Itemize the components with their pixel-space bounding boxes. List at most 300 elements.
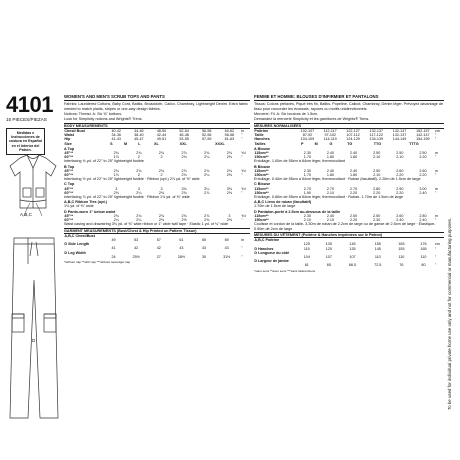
yardage-table — [254, 151, 444, 159]
table-cell: 1.80 — [326, 155, 335, 160]
table-cell: 76 — [399, 263, 404, 268]
table-cell: 176 — [420, 242, 427, 247]
table-cell: 2.30 — [303, 213, 311, 218]
table-cell: 69 — [224, 238, 229, 243]
french-look-for: Demandez la mercerie Simplicity et les garnitures de Wrights® Trims. — [254, 117, 370, 122]
notions-note: Interfacing ⅜ yd. of 22" to 25" lightweight fusible — [64, 159, 144, 164]
table-cell: 124-129 — [346, 137, 360, 142]
table-cell: In — [241, 129, 245, 134]
row-label: Hip — [64, 137, 71, 142]
table-cell: 87-92 — [302, 133, 313, 138]
table-cell: 41 — [111, 246, 116, 251]
table-cell: 2⅝ — [226, 190, 232, 195]
table-cell: 3 — [137, 186, 140, 191]
table-cell: " — [241, 137, 243, 142]
table-cell: 53 — [134, 238, 139, 243]
row-label: 60"** — [64, 155, 74, 160]
table-cell: 3 — [160, 186, 163, 191]
table-cell: 2¾ — [204, 168, 210, 173]
french-fabrics: Tissus: Cotons prélavés, Piqué très fin, Batiks, Popeline, Calicot, Chambray, Denim léger. Prévoyez davantage de tissu pour raccorder les écossais, rayures ou motifs unidirectionnels. — [254, 102, 444, 111]
table-cell: 2.50 — [396, 151, 404, 156]
table-cell: 122-127 — [346, 129, 360, 134]
table-cell: 1.70 — [303, 155, 311, 160]
table-cell: 97-102 — [324, 133, 336, 138]
size-cell: TTG — [373, 141, 382, 146]
notions-note: 1⅛ yd. of ⅝" wide — [64, 204, 94, 209]
table-cell: 142-147 — [416, 133, 430, 138]
table-cell: " — [241, 155, 243, 160]
size-cell: XXXL — [215, 141, 225, 146]
row-label: A,B,C Poitrine — [254, 238, 280, 243]
row-label: Waist — [64, 133, 75, 138]
table-cell: 2.10 — [326, 190, 335, 195]
yardage-table — [64, 151, 250, 159]
table-cell: 72.5 — [374, 263, 382, 268]
table-cell: cm — [434, 129, 440, 134]
table-cell: 115 — [303, 246, 310, 251]
table-cell: 60-62 — [224, 129, 235, 134]
table-cell: 2.20 — [396, 173, 404, 177]
yardage-table — [64, 187, 250, 195]
view-heading: A,B,C Liens de ruban (facultatif) — [254, 200, 312, 205]
table-cell: 144-149 — [392, 137, 407, 142]
table-cell: In — [241, 238, 245, 243]
row-label: 60"** — [64, 173, 74, 177]
table-cell: 2.60 — [419, 168, 427, 173]
table-cell: 44-46 — [134, 129, 144, 134]
table-cell: 107 — [349, 254, 356, 259]
view-heading: C Blouse — [254, 182, 271, 187]
table-cell: 2.40 — [419, 190, 427, 195]
table-cell: 2¾ — [136, 213, 142, 218]
table-cell: 24 — [111, 254, 116, 259]
table-cell: 46-48 — [179, 133, 189, 138]
yardage-table — [254, 187, 444, 195]
table-cell: 117-122 — [369, 133, 383, 138]
size-cell: TG — [347, 141, 353, 146]
table-cell: 3¼ — [204, 186, 210, 191]
row-label: 115cm** — [254, 151, 269, 156]
table-cell: 2⅝ — [204, 218, 210, 223]
size-cell: G — [329, 141, 333, 146]
table-cell: " — [434, 173, 437, 177]
table-cell: 61 — [304, 263, 309, 268]
table-cell: 102-107 — [300, 129, 315, 134]
table-cell: 3 — [228, 213, 231, 218]
row-label: Taille — [254, 133, 264, 138]
table-cell: 142-147 — [392, 129, 407, 134]
table-cell: m — [434, 213, 438, 218]
view-heading: D Pantalon-porté à 2.5cm au-dessous de la taille — [254, 209, 341, 214]
english-yardage — [64, 147, 250, 227]
table-cell: 2¼ — [204, 173, 210, 177]
french-title: FEMME ET HOMME: BLOUSES D'INFIRMIER ET PANTALONS — [254, 95, 444, 101]
table-cell: 2¾ — [204, 151, 210, 156]
size-row — [64, 142, 250, 146]
french-size-row — [254, 142, 444, 146]
table-cell: 145 — [374, 246, 381, 251]
table-cell: 152-157 — [416, 129, 430, 134]
english-footnote: *without nap **with nap ***without selvedge/ nap — [64, 260, 131, 265]
table-cell: 2¾ — [113, 151, 119, 156]
table-cell: 112-117 — [323, 129, 337, 134]
table-cell: 3⅛ — [181, 186, 187, 191]
table-cell: 154-159 — [416, 137, 430, 142]
table-cell: 2¾ — [113, 168, 119, 173]
table-cell: 2¾ — [158, 213, 165, 218]
row-label: 115cm** — [254, 213, 269, 218]
table-cell: 2⅛ — [181, 173, 187, 177]
english-garment-table — [64, 234, 250, 259]
table-cell: 2.80 — [419, 213, 427, 218]
table-cell: 2.10 — [326, 218, 335, 223]
row-label: 45"** — [64, 186, 74, 191]
table-cell: 2.70 — [303, 186, 311, 191]
row-label: 45"** — [64, 168, 74, 173]
table-cell: 132-137 — [369, 129, 384, 134]
size-cell: XXL — [179, 141, 187, 146]
table-cell: 42 — [156, 246, 161, 251]
table-cell: " — [434, 190, 437, 195]
row-label: 45"** — [64, 151, 74, 156]
table-cell: 2¾ — [136, 151, 142, 156]
row-label: D Side Length — [64, 242, 90, 247]
table-cell: 2.40 — [396, 218, 404, 223]
size-cell: S — [110, 141, 113, 146]
table-cell: 27 — [156, 254, 161, 259]
table-cell: 49-51 — [156, 137, 167, 142]
table-cell: 2¾ — [181, 213, 187, 218]
row-label: 115cm** — [254, 186, 269, 191]
size-cell: L — [138, 141, 141, 146]
table-cell: " — [434, 246, 437, 251]
table-cell: 40-42 — [111, 129, 121, 134]
table-cell: 135 — [325, 242, 332, 247]
table-cell: 2 — [137, 173, 140, 177]
table-cell: 43 — [224, 246, 229, 251]
english-garment-head: GARMENT MEASUREMENTS (Bust/Chest & Hip Printed on Pattern Tissue) — [64, 228, 250, 234]
table-cell: 2.90 — [396, 186, 404, 191]
english-body-table — [64, 129, 250, 141]
table-cell: 132-137 — [392, 133, 407, 138]
row-label: D Largeur de jambe — [254, 259, 289, 263]
table-cell: 2 — [137, 155, 140, 160]
table-cell: 30 — [201, 254, 207, 259]
row-label: 45"** — [64, 213, 74, 218]
table-cell: 42 — [134, 246, 139, 251]
table-cell: 2.30 — [303, 168, 311, 173]
row-label: 150cm** — [254, 155, 269, 160]
table-cell: 2.40 — [326, 151, 335, 156]
table-cell: 2.20 — [373, 190, 381, 195]
table-cell: 104 — [303, 254, 310, 259]
table-cell: 2¾ — [158, 151, 165, 156]
table-cell: 42-44 — [156, 133, 167, 138]
table-cell: 68.5 — [348, 263, 357, 268]
table-cell: 2¾ — [226, 168, 232, 173]
unit-spacer — [435, 142, 445, 146]
table-cell: " — [434, 133, 437, 138]
table-cell: " — [241, 133, 243, 138]
table-cell: 41-43 — [111, 137, 121, 142]
table-cell: 2¼ — [204, 155, 210, 160]
row-label: 150cm** — [254, 173, 269, 177]
table-cell: 125 — [325, 246, 332, 251]
row-label: 150cm** — [254, 190, 269, 195]
notions-note: Entoilage- 1.00m de 55cm à 64cm léger, thermocollant — [254, 159, 345, 164]
table-cell: 2.20 — [419, 155, 427, 160]
table-cell: " — [241, 190, 243, 195]
table-cell: 2.30 — [373, 218, 381, 223]
table-cell: 38-40 — [134, 133, 144, 138]
view-heading: A Blouse — [254, 146, 271, 151]
table-cell: 3.00 — [419, 186, 427, 191]
table-cell: 145 — [349, 242, 356, 247]
size-row — [254, 142, 444, 146]
table-cell: 52-54 — [179, 129, 189, 134]
notions-note: 1.70m de 1.5cm de large — [254, 204, 296, 209]
view-heading: C Top — [64, 182, 75, 187]
pattern-number: 4101 — [6, 92, 53, 117]
pants-view-label: D — [32, 338, 36, 343]
table-cell: 1.80 — [349, 173, 358, 177]
table-cell: 2.70 — [349, 186, 358, 191]
table-cell: 2 — [160, 173, 163, 177]
table-cell: 2.40 — [326, 213, 335, 218]
row-label: Poitrine — [254, 129, 269, 134]
table-cell: 2.50 — [419, 151, 427, 156]
table-cell: cm — [434, 242, 440, 247]
table-cell: 1.80 — [349, 155, 358, 160]
table-cell: 2.40 — [326, 168, 335, 173]
table-cell: 3⅜ — [226, 186, 232, 191]
english-title: WOMEN'S AND MEN'S SCRUB TOPS AND PANTS — [64, 95, 250, 101]
yardage-table — [254, 169, 444, 177]
table-cell: 134-139 — [369, 137, 384, 142]
table-cell: 2.60 — [396, 168, 404, 173]
table-cell: " — [241, 218, 243, 223]
table-cell: 107 — [325, 254, 332, 259]
scrub-top-illustration — [4, 150, 62, 222]
table-cell: 155 — [398, 246, 405, 251]
row-label — [64, 255, 105, 259]
row-label: A,B,C Chest/Bust — [64, 233, 95, 238]
table-cell: 2⅛ — [181, 155, 187, 160]
table-cell: 80 — [421, 263, 426, 268]
size-cell: M — [124, 141, 128, 146]
table-cell: 2⅝ — [226, 218, 232, 223]
table-cell: Yd — [241, 186, 246, 191]
table-cell: 165 — [398, 242, 405, 247]
table-cell: 2 — [160, 155, 163, 160]
french-yardage — [254, 147, 444, 231]
table-cell: 57-59 — [202, 137, 212, 142]
english-notions: Notions: Thread. A: Six ⅝" buttons. — [64, 112, 123, 117]
table-cell: Yd — [241, 213, 246, 218]
table-cell: 56-58 — [224, 133, 235, 138]
notions-note: Entoilage- 0.40m de 55cm à 64cm léger, thermocollant · Ruban (facultatif)- 2.20m de 1.5cm de large — [254, 177, 421, 182]
table-cell: 2.50 — [349, 213, 358, 218]
french-garment-head: MESURES DU VÊTEMENT (Poitrine & Hanches imprimées sur le Patron) — [254, 232, 444, 238]
table-cell: 52-56 — [202, 133, 212, 138]
size-cell: Tailles — [254, 141, 266, 146]
row-label: 150cm** — [254, 218, 269, 223]
table-cell: 2¾ — [113, 213, 119, 218]
row-label: D Leg Width — [64, 250, 86, 255]
table-cell: 2.20 — [419, 173, 427, 177]
table-row — [254, 263, 444, 267]
notions-note: Interfacing ⅞ yd. of 22" to 25" lightweight fusible · Ribbon 1¾ yd. of ⅝" wide — [64, 194, 190, 199]
table-cell: 2.40 — [349, 151, 358, 156]
row-label: D Longueur du côté — [254, 250, 290, 255]
spanish-note-box: Medidas e Instrucciones de costura en Español en el Interior del Patrón. — [6, 128, 45, 155]
table-cell: 2¼ — [113, 218, 119, 223]
table-cell: " — [434, 137, 437, 142]
scrub-pants-illustration — [6, 234, 62, 422]
table-cell: " — [241, 246, 243, 251]
view-heading: A,B,C Ribbon Ties (opt.) — [64, 200, 108, 205]
table-cell: 2.50 — [373, 168, 381, 173]
table-cell: Yd — [241, 168, 246, 173]
table-cell: 2⅜ — [226, 155, 232, 160]
table-cell: 2.40 — [419, 218, 427, 223]
table-cell: 2.50 — [373, 213, 381, 218]
table-cell: 110 — [398, 254, 405, 259]
usage-notice-text: To be used for individual private home use only and not for commercial or manufacturing purposes. — [447, 217, 452, 410]
table-cell: 61 — [179, 238, 184, 243]
table-cell: 2¾ — [136, 168, 142, 173]
notions-note: Waist casing and drawstring 3⅛ yd. of ⅝" wide ribbon or 1" wide twill tape · Elastic 1 yd. of ¾" wide — [64, 222, 229, 227]
table-cell: 43 — [201, 246, 207, 251]
table-cell: 2.20 — [349, 190, 358, 195]
row-label: D Hanches — [254, 246, 274, 251]
view-heading: B Blouse — [254, 164, 271, 169]
table-cell: 43 — [179, 246, 184, 251]
yardage-table — [64, 169, 250, 177]
table-cell: 104-109 — [300, 137, 315, 142]
table-cell: Yd — [241, 151, 246, 156]
view-heading: A Top — [64, 146, 75, 151]
row-label: Hanches — [254, 137, 270, 142]
table-cell: 155 — [374, 242, 381, 247]
table-cell: 1.80 — [326, 173, 335, 177]
table-cell: 2⅞ — [204, 190, 210, 195]
table-cell: 49 — [111, 238, 116, 243]
table-cell: 1.90 — [303, 190, 311, 195]
table-cell: 31½ — [223, 254, 231, 259]
row-label: 60"** — [64, 190, 74, 195]
table-row — [64, 255, 250, 259]
table-cell: 2⅜ — [226, 173, 232, 177]
row-label — [254, 263, 296, 267]
table-cell: 107-112 — [346, 133, 360, 138]
table-cell: 28½ — [177, 254, 185, 259]
english-body-head: BODY MEASUREMENTS — [64, 123, 250, 129]
table-cell: 2¼ — [136, 218, 142, 223]
table-cell: 1.70 — [303, 173, 311, 177]
notions-note: Coulisse et cordon de la taille- 3.30m de ruban de 2.2cm de large ou de ganse de 2.5cm de large · Élastique- 0.90m de 2cm de large — [254, 222, 436, 231]
table-cell: 165 — [420, 246, 427, 251]
table-cell: 3 — [115, 186, 118, 191]
table-cell: 2.10 — [373, 173, 381, 177]
table-cell: 61-63 — [224, 137, 235, 142]
size-cell: TTTG — [409, 141, 419, 146]
table-cell: m — [434, 186, 438, 191]
table-cell: 2½ — [181, 218, 187, 223]
view-heading: B Top — [64, 164, 75, 169]
table-cell: 110 — [420, 254, 427, 259]
table-cell: 125 — [303, 242, 310, 247]
size-cell: Size — [64, 141, 72, 146]
table-cell: m — [434, 151, 438, 156]
table-cell: 56-58 — [202, 129, 212, 134]
table-cell: 1⅞ — [113, 173, 119, 177]
size-cell: XL — [154, 141, 159, 146]
table-cell: 114-119 — [323, 137, 337, 142]
french-footnote: *sans sens **avec sens ***sans lisières/sens — [254, 268, 316, 273]
english-size-row — [64, 142, 250, 146]
table-cell: " — [241, 254, 243, 259]
table-cell: 2⅞ — [181, 168, 187, 173]
pieces-count: 15 PIECES/PIEZAS — [6, 117, 47, 122]
english-fabrics: Fabrics: Laundered Cottons, Baby Cord, Batiks, Broadcloth, Calico, Chambray, Lightweight Denim. Extra fabric needed to match plaids, stripes or one-way design fabrics. — [64, 102, 248, 111]
table-cell: 34-36 — [111, 133, 121, 138]
table-cell: 2¾ — [181, 190, 187, 195]
table-cell: 2¾ — [226, 151, 232, 156]
table-cell: 135 — [349, 246, 356, 251]
table-cell: 1⅞ — [113, 155, 119, 160]
table-cell: " — [434, 218, 437, 223]
notions-note: Entoilage- 0.80m de 55cm à 64cm léger, thermocollant · Ruban- 1.70m de 1.5cm de large — [254, 194, 404, 199]
usage-notice — [447, 90, 459, 410]
table-cell: 2.30 — [303, 151, 311, 156]
table-cell: 2.20 — [349, 218, 358, 223]
table-cell: " — [241, 173, 243, 177]
table-cell: 2.80 — [373, 186, 381, 191]
table-cell: 45-47 — [134, 137, 144, 142]
table-cell: 2.20 — [396, 190, 404, 195]
yardage-table — [64, 214, 250, 222]
table-cell: 2.70 — [326, 186, 335, 191]
table-cell: " — [434, 263, 437, 268]
table-cell: 25½ — [132, 254, 140, 259]
table-cell: " — [434, 254, 437, 259]
french-garment-table — [254, 238, 444, 267]
notions-note: Interfacing ½ yd. of 22" to 25" lightweight fusible · Ribbon (opt.) 2⅞ yd. of ⅝" wide — [64, 177, 200, 182]
unit-spacer — [241, 142, 250, 146]
french-body-table — [254, 129, 444, 141]
french-column — [254, 95, 444, 273]
table-cell: " — [434, 155, 437, 160]
row-label: Chest/ Bust — [64, 129, 85, 134]
row-label: 60"** — [64, 218, 74, 223]
table-cell: 2.40 — [349, 168, 358, 173]
table-cell: 2.10 — [303, 218, 311, 223]
size-cell: P — [300, 141, 304, 146]
table-cell: 2⅛ — [113, 190, 119, 195]
table-cell: 65 — [201, 238, 207, 243]
table-cell: 48-50 — [156, 129, 167, 134]
table-cell: 65 — [326, 263, 331, 268]
table-cell: 2.10 — [373, 155, 381, 160]
table-cell: 2¾ — [158, 168, 165, 173]
table-cell: 2⅜ — [158, 218, 165, 223]
table-cell: 2.50 — [373, 151, 381, 156]
french-body-head: MESURES NORMALISÉES — [254, 123, 444, 129]
table-cell: 57 — [156, 238, 161, 243]
english-look-for: Look for Simplicity notions and Wrights® Trims. — [64, 117, 143, 122]
table-cell: 2⅜ — [158, 190, 165, 195]
